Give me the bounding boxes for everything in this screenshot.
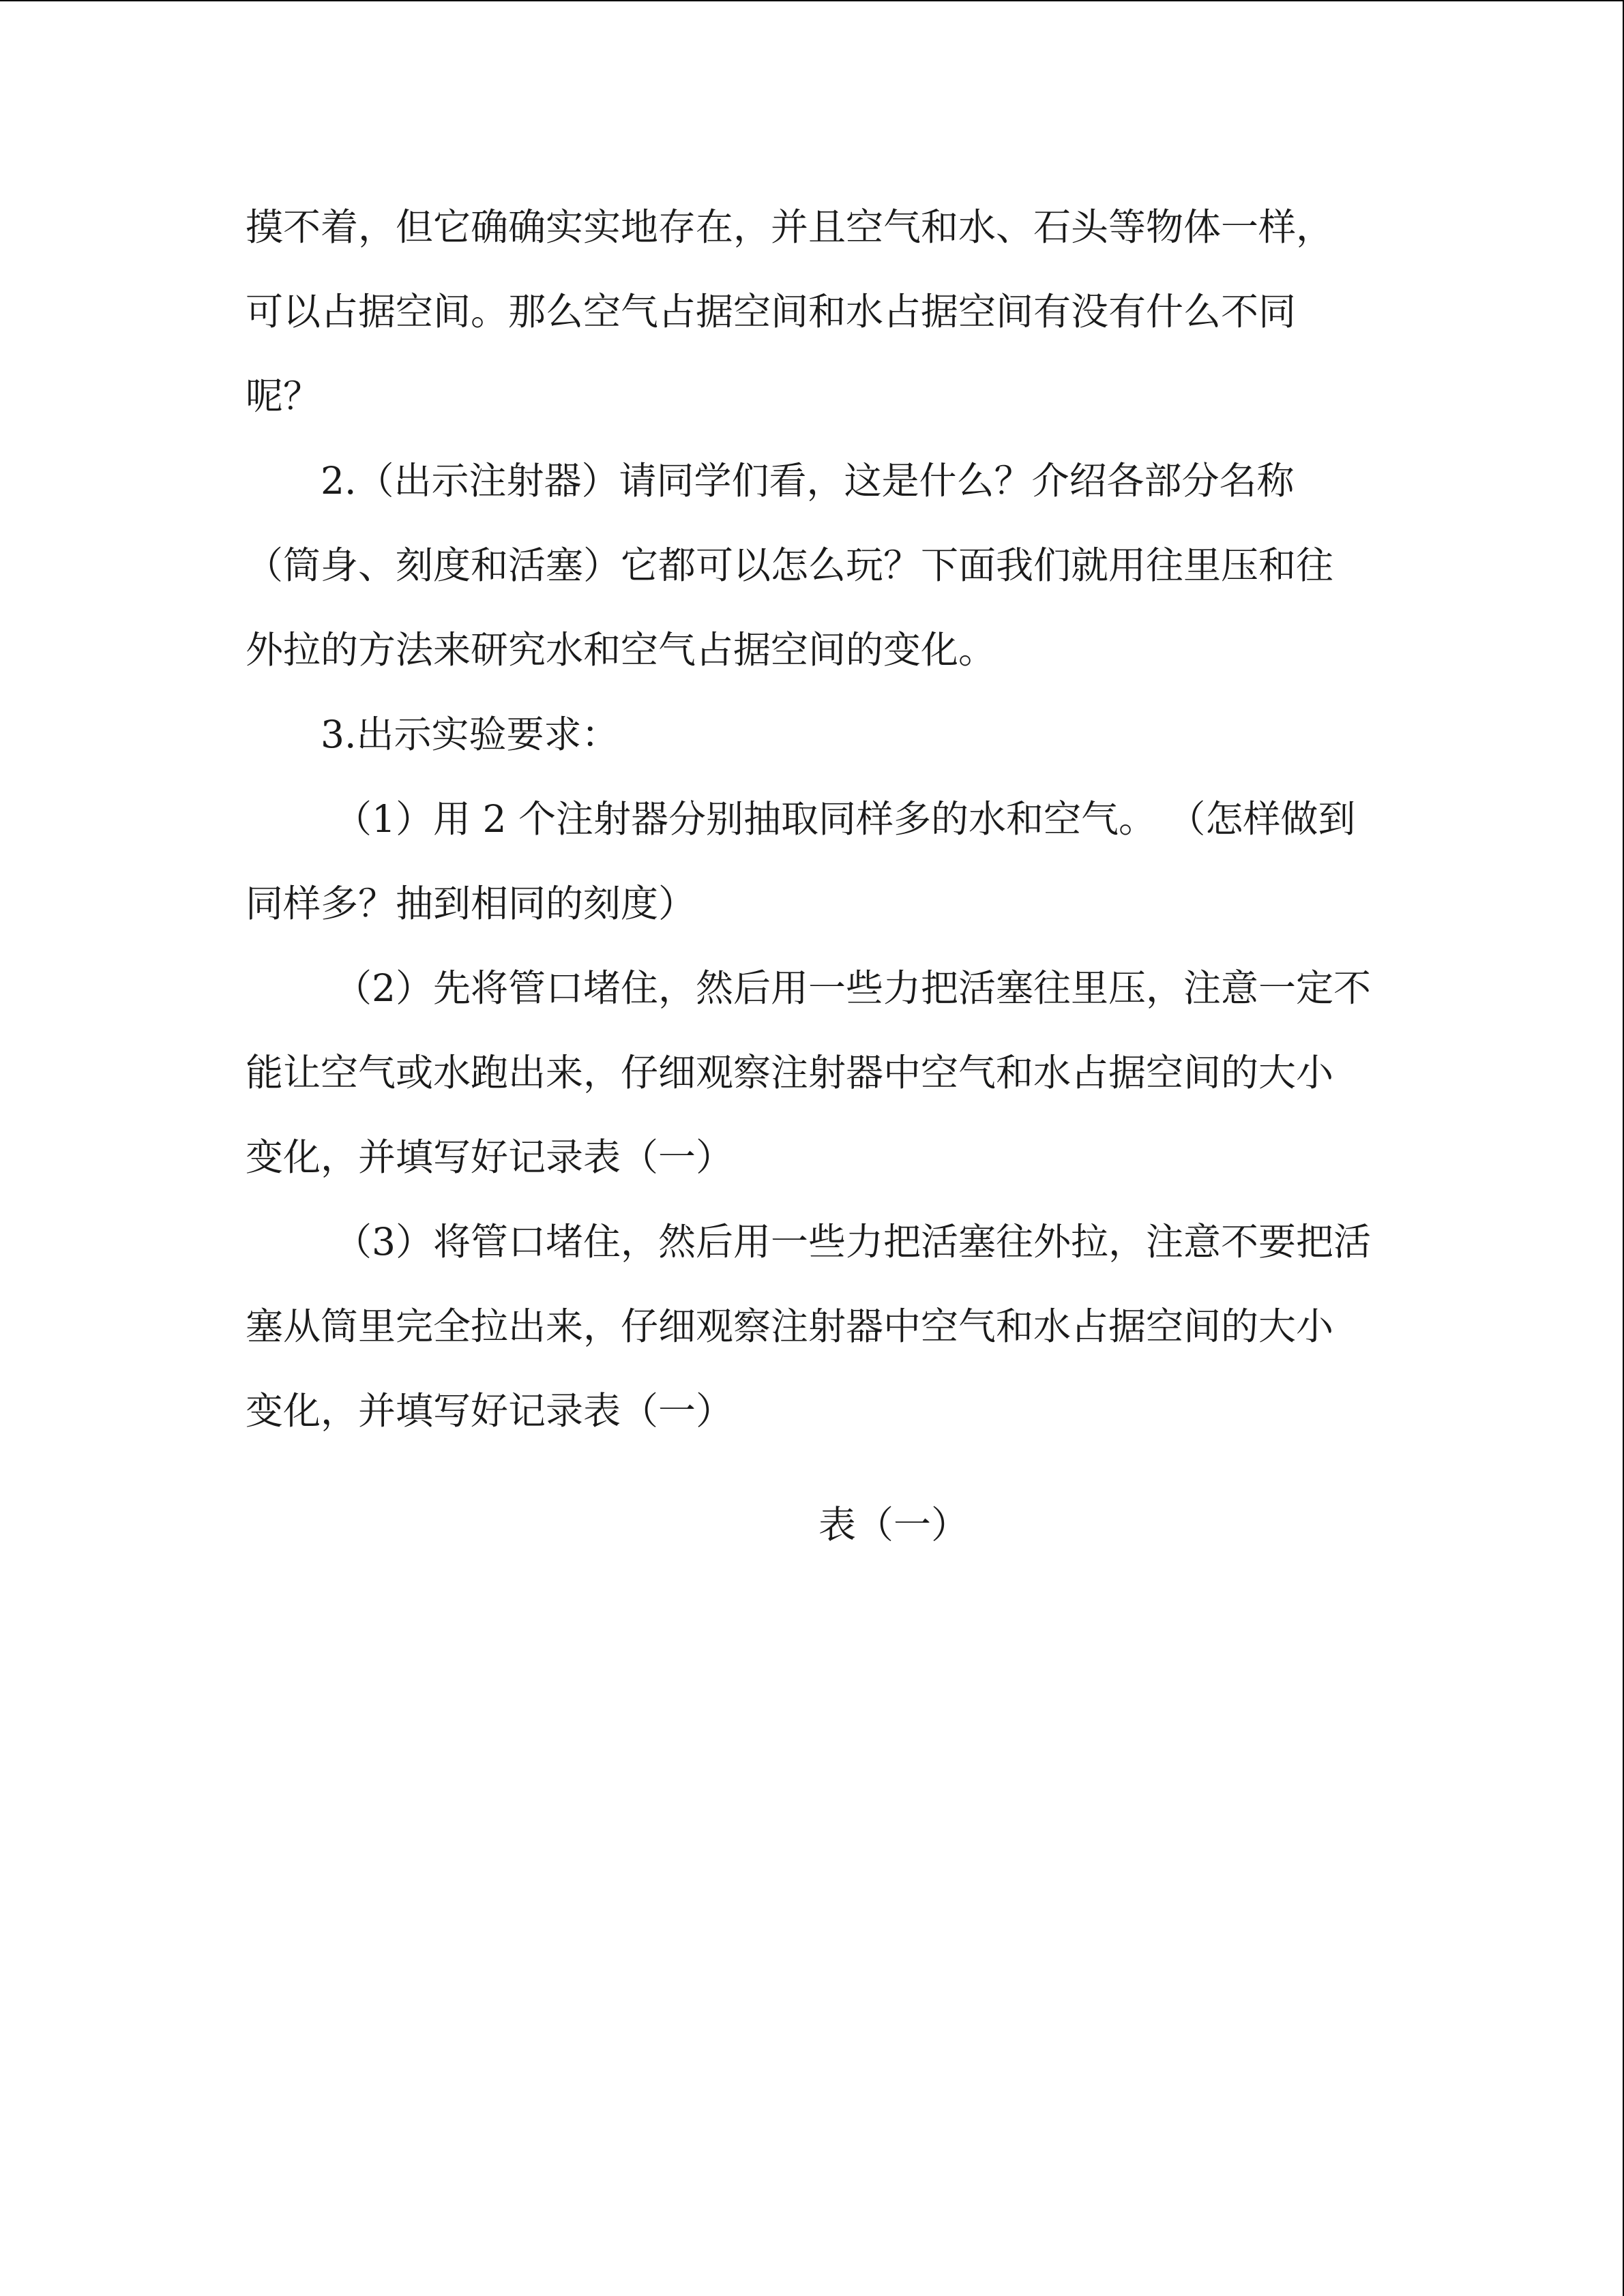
text-line: 同样多？抽到相同的刻度） — [246, 882, 696, 925]
document-body — [246, 206, 1378, 1474]
text-line: 变化，并填写好记录表（一） — [246, 1135, 734, 1179]
text-line: 塞从筒里完全拉出来，仔细观察注射器中空气和水占据空间的大小 — [246, 1304, 1334, 1348]
text-line: 2.（出示注射器）请同学们看，这是什么？介绍各部分名称 — [321, 459, 1295, 503]
text-line: 外拉的方法来研究水和空气占据空间的变化。 — [246, 628, 996, 672]
text-line: （3）将管口堵住，然后用一些力把活塞往外拉，注意不要把活 — [334, 1220, 1371, 1264]
text-line: （1）用 2 个注射器分别抽取同样多的水和空气。 （怎样做到 — [334, 797, 1356, 841]
text-line: 摸不着，但它确确实实地存在，并且空气和水、石头等物体一样， — [246, 205, 1334, 249]
text-line: （2）先将管口堵住，然后用一些力把活塞往里压，注意一定不 — [334, 966, 1371, 1010]
text-line: 呢？ — [246, 374, 321, 418]
text-line: 3.出示实验要求： — [321, 713, 619, 756]
table-caption: 表（一） — [818, 1503, 969, 1547]
text-line: 能让空气或水跑出来，仔细观察注射器中空气和水占据空间的大小 — [246, 1051, 1334, 1094]
text-line: 变化，并填写好记录表（一） — [246, 1389, 734, 1433]
text-line: 可以占据空间。那么空气占据空间和水占据空间有没有什么不同 — [246, 290, 1297, 333]
text-line: （筒身、刻度和活塞）它都可以怎么玩？下面我们就用往里压和往 — [246, 543, 1334, 587]
